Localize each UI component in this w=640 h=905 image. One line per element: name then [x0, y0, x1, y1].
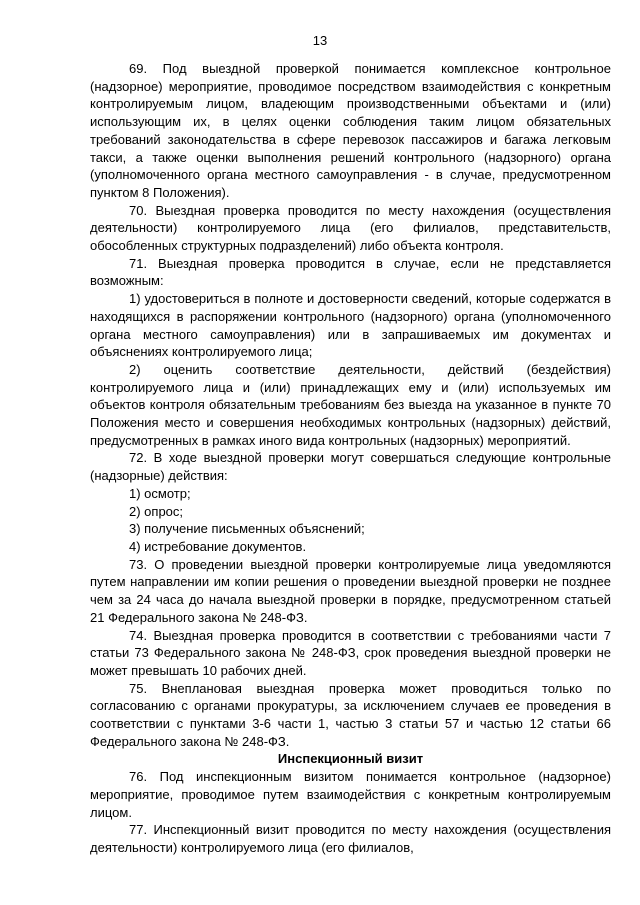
- paragraph-73: 73. О проведении выездной проверки контролируемые лица уведомляются путем направлении им копии решения о проведении выездной проверки не позднее чем за 24 часа до начала выездной проверки в порядке, предусмотренном статьей 21 Федерального закона № 248-ФЗ.: [90, 556, 611, 625]
- paragraph-72: 72. В ходе выездной проверки могут совершаться следующие контрольные (надзорные) действия:: [90, 450, 611, 484]
- paragraph-75: 75. Внеплановая выездная проверка может проводиться только по согласованию с органами прокуратуры, за исключением случаев ее проведения в соответствии с пунктами 3-6 части 1, частью 3 статьи 57 и частью 12 статьи 66 Федерального закона № 248-ФЗ.: [90, 680, 611, 749]
- document-body: [90, 60, 611, 857]
- paragraph-71: 71. Выездная проверка проводится в случае, если не представляется возможным:: [90, 255, 611, 289]
- section-heading: Инспекционный визит: [277, 751, 424, 767]
- paragraph-72-item-4: 4) истребование документов.: [129, 538, 307, 554]
- paragraph-71-item-2: 2) оценить соответствие деятельности, действий (бездействия) контролируемого лица и (или) принадлежащих ему и (или) используемых им объектов контроля обязательным требованиям без выезда на указанное в пункте 70 Положения место и совершения необходимых контрольных (надзорных) действий, предусмотренных в рамках иного вида контрольных (надзорных) мероприятий.: [90, 361, 611, 448]
- paragraph-72-item-2: 2) опрос;: [129, 503, 184, 519]
- paragraph-74: 74. Выездная проверка проводится в соответствии с требованиями части 7 статьи 73 Федерального закона № 248-ФЗ, срок проведения выездной проверки не может превышать 10 рабочих дней.: [90, 627, 611, 678]
- paragraph-71-item-1: 1) удостовериться в полноте и достоверности сведений, которые содержатся в находящихся в распоряжении контрольного (надзорного) органа (уполномоченного органа местного самоуправления) или в запрашиваемых им документах и объяснениях контролируемого лица;: [90, 291, 611, 360]
- paragraph-76: 76. Под инспекционным визитом понимается контрольное (надзорное) мероприятие, проводимое путем взаимодействия с конкретным контролируемым лицом.: [90, 769, 611, 820]
- paragraph-69: 69. Под выездной проверкой понимается комплексное контрольное (надзорное) мероприятие, проводимое посредством взаимодействия с конкретным контролируемым лицом, владеющим производственными объектами и (или) использующим их, в целях оценки соблюдения таким лицом обязательных требований законодательства в сфере перевозок пассажиров и багажа легковым такси, а также оценки выполнения решений контрольного (надзорного) органа (уполномоченного органа местного самоуправления - в случае, предусмотренном пунктом 8 Положения).: [90, 61, 611, 200]
- paragraph-77: 77. Инспекционный визит проводится по месту нахождения (осуществления деятельности) контролируемого лица (его филиалов,: [90, 822, 611, 855]
- paragraph-70: 70. Выездная проверка проводится по месту нахождения (осуществления деятельности) контролируемого лица (его филиалов, представительств, обособленных структурных подразделений) либо объекта контроля.: [90, 202, 611, 254]
- paragraph-72-item-1: 1) осмотр;: [129, 485, 191, 501]
- page-number: 13: [312, 33, 328, 48]
- paragraph-72-item-3: 3) получение письменных объяснений;: [129, 521, 365, 537]
